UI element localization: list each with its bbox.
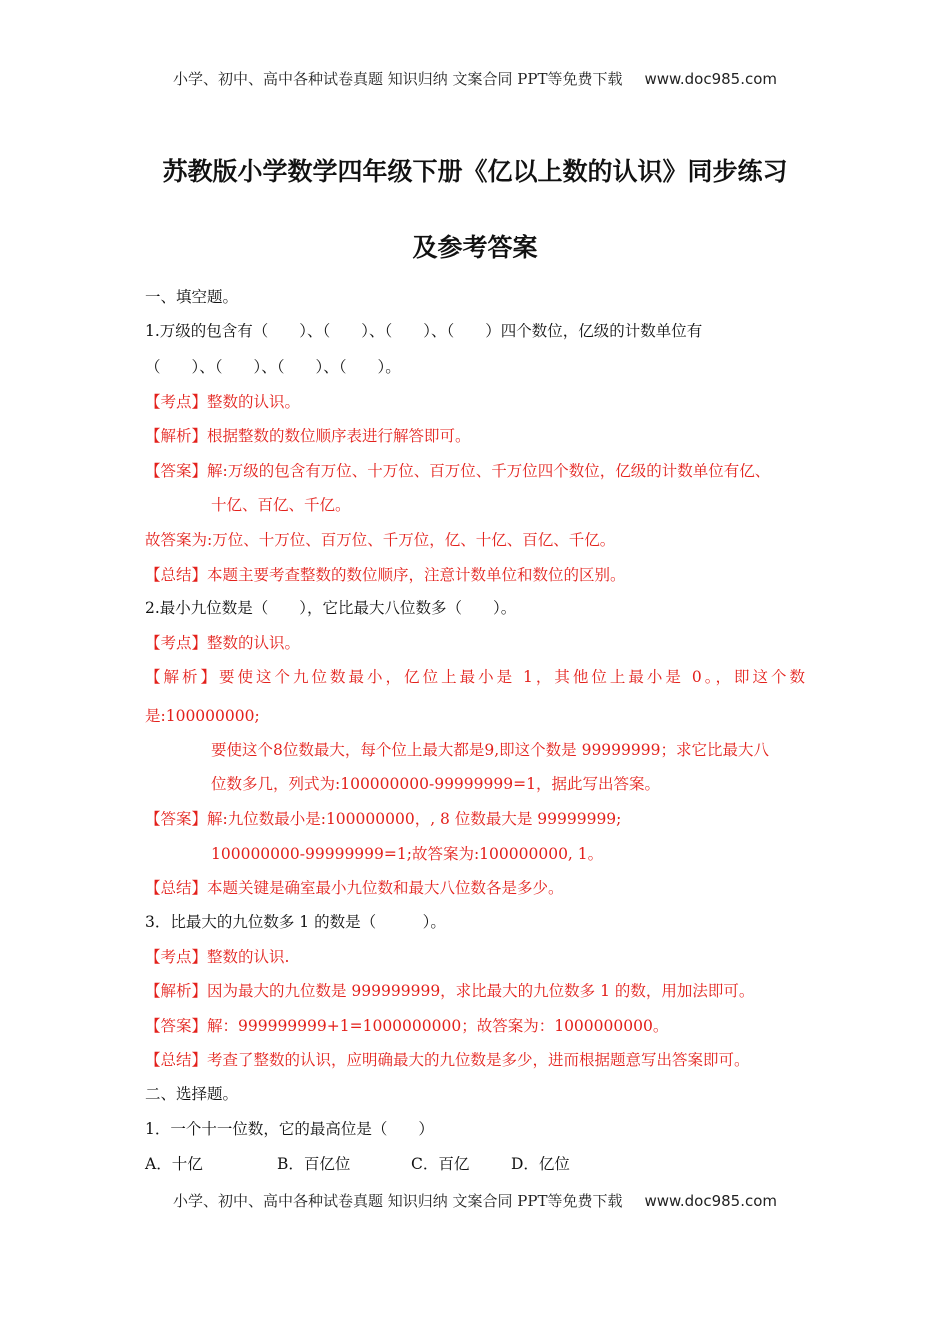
q3-answer: 【答案】解：999999999+1=1000000000；故答案为：1000000000。 (145, 1017, 669, 1035)
page-footer (0, 1190, 950, 1211)
section-choice: 二、选择题。 (145, 1085, 239, 1103)
q3-analysis: 【解析】因为最大的九位数是 999999999，求比最大的九位数多 1 的数，用加法即可。 (145, 982, 755, 1000)
doc-title-line1: 苏教版小学数学四年级下册《亿以上数的认识》同步练习 (162, 157, 788, 186)
choice-q1: 1．一个十一位数，它的最高位是（ ） (145, 1120, 434, 1138)
q2-summary: 【总结】本题关键是确室最小九位数和最大八位数各是多少。 (145, 879, 564, 897)
q2: 2.最小九位数是（ ），它比最大八位数多（ ）。 (145, 599, 517, 617)
header-text: 小学、初中、高中各种试卷真题 知识归纳 文案合同 PPT等免费下载 (172, 70, 623, 88)
q1-conclusion: 故答案为:万位、十万位、百万位、千万位，亿、十亿、百亿、千亿。 (145, 531, 616, 549)
choice-option-b: B．百亿位 (277, 1155, 351, 1173)
q1-line1: 1.万级的包含有（ ）、（ ）、（ ）、（ ）四个数位，亿级的计数单位有 (145, 322, 703, 340)
q1-answer-line2: 十亿、百亿、千亿。 (211, 496, 351, 514)
section-fill-blank: 一、填空题。 (145, 288, 239, 306)
q1-point: 【考点】整数的认识。 (145, 393, 301, 411)
choice-option-a: A．十亿 (145, 1155, 203, 1173)
q2-point: 【考点】整数的认识。 (145, 634, 301, 652)
q2-answer-line1: 【答案】解:九位数最小是:100000000，, 8 位数最大是 99999999; (145, 810, 622, 828)
q3: 3．比最大的九位数多 1 的数是（ ）。 (145, 913, 446, 931)
header-site: www.doc985.com (644, 70, 778, 88)
doc-title-line2: 及参考答案 (412, 233, 538, 262)
footer-text: 小学、初中、高中各种试卷真题 知识归纳 文案合同 PPT等免费下载 (172, 1192, 623, 1210)
q3-summary: 【总结】考查了整数的认识，应明确最大的九位数是多少，进而根据题意写出答案即可。 (145, 1051, 750, 1069)
q1-answer-line1: 【答案】解:万级的包含有万位、十万位、百万位、千万位四个数位，亿级的计数单位有亿、 (145, 462, 771, 480)
page-header (0, 68, 950, 89)
q2-analysis-line2: 是:100000000; (145, 707, 260, 725)
q1-summary: 【总结】本题主要考查整数的数位顺序，注意计数单位和数位的区别。 (145, 566, 626, 584)
choice-option-c: C．百亿 (411, 1155, 470, 1173)
q1-analysis: 【解析】根据整数的数位顺序表进行解答即可。 (145, 427, 471, 445)
choice-option-d: D．亿位 (511, 1155, 570, 1173)
q1-line2: （ ）、（ ）、（ ）、（ ）。 (145, 358, 401, 376)
q3-point: 【考点】整数的认识. (145, 948, 290, 966)
q2-analysis-line4: 位数多几，列式为:100000000-99999999=1，据此写出答案。 (211, 775, 660, 793)
footer-site: www.doc985.com (644, 1192, 778, 1210)
q2-analysis-line1: 【解析】要使这个九位数最小，亿位上最小是 1，其他位上最小是 0。，即这个数 (145, 668, 805, 686)
q2-analysis-line3: 要使这个8位数最大，每个位上最大都是9,即这个数是 99999999；求它比最大八 (211, 741, 769, 759)
q2-answer-line2: 100000000-99999999=1;故答案为:100000000, 1。 (211, 845, 604, 863)
